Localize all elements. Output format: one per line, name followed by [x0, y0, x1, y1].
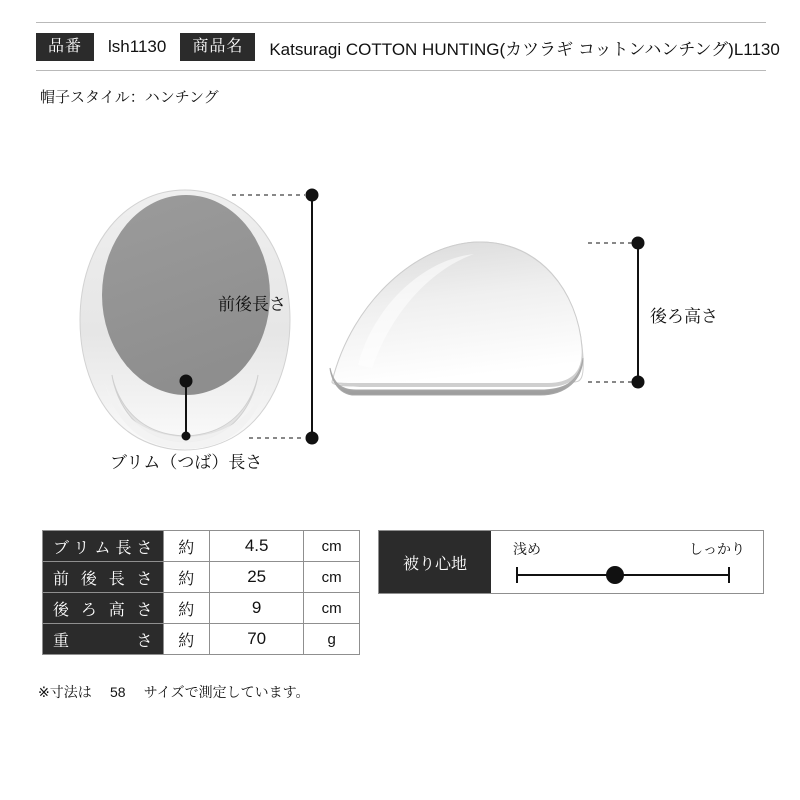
measurement-note [38, 682, 310, 702]
spec-name: 後ろ高さ [43, 593, 164, 624]
side-view-illustration [330, 242, 583, 395]
fit-left-end-label: 浅め [513, 541, 541, 557]
diagram-area [0, 150, 800, 490]
note-prefix: ※寸法は [38, 684, 92, 700]
table-row [43, 531, 360, 562]
note-size: 58 [109, 684, 126, 700]
spec-unit: cm [304, 593, 360, 624]
spec-name: ブリム長さ [43, 531, 164, 562]
header-bottom-rule [36, 70, 766, 71]
label-front-back-length: 前後長さ [218, 295, 286, 314]
label-back-height: 後ろ高さ [650, 307, 718, 326]
dim-back-height [588, 237, 644, 388]
spec-value: 70 [209, 624, 303, 655]
spec-value: 9 [209, 593, 303, 624]
product-name-label: 商品名 [180, 33, 255, 61]
spec-approx: 約 [163, 531, 209, 562]
fit-scale [491, 531, 763, 593]
spec-approx: 約 [163, 624, 209, 655]
spec-unit: g [304, 624, 360, 655]
note-suffix: サイズで測定しています。 [143, 684, 310, 700]
spec-approx: 約 [163, 593, 209, 624]
header [36, 30, 780, 64]
spec-value: 25 [209, 562, 303, 593]
spec-approx: 約 [163, 562, 209, 593]
spec-unit: cm [304, 562, 360, 593]
spec-table [42, 530, 360, 655]
spec-name: 重さ [43, 624, 164, 655]
hat-style-line: 帽子スタイル：ハンチング [40, 89, 219, 106]
table-row [43, 562, 360, 593]
spec-name: 前後長さ [43, 562, 164, 593]
fit-slider-svg [499, 561, 769, 591]
spec-value: 4.5 [209, 531, 303, 562]
table-row [43, 624, 360, 655]
fit-right-end-label: しっかり [689, 541, 745, 557]
product-code-value: lsh1130 [108, 37, 167, 56]
header-top-rule [36, 22, 766, 23]
label-brim-length: ブリム（つば）長さ [110, 453, 263, 472]
spec-unit: cm [304, 531, 360, 562]
table-row [43, 593, 360, 624]
fit-marker [606, 566, 624, 584]
product-code-label: 品番 [36, 33, 94, 61]
fit-panel [378, 530, 764, 594]
fit-label: 被り心地 [379, 531, 491, 593]
product-name-value: Katsuragi COTTON HUNTING(カツラギ コットンハンチング)L1130 [269, 39, 780, 59]
